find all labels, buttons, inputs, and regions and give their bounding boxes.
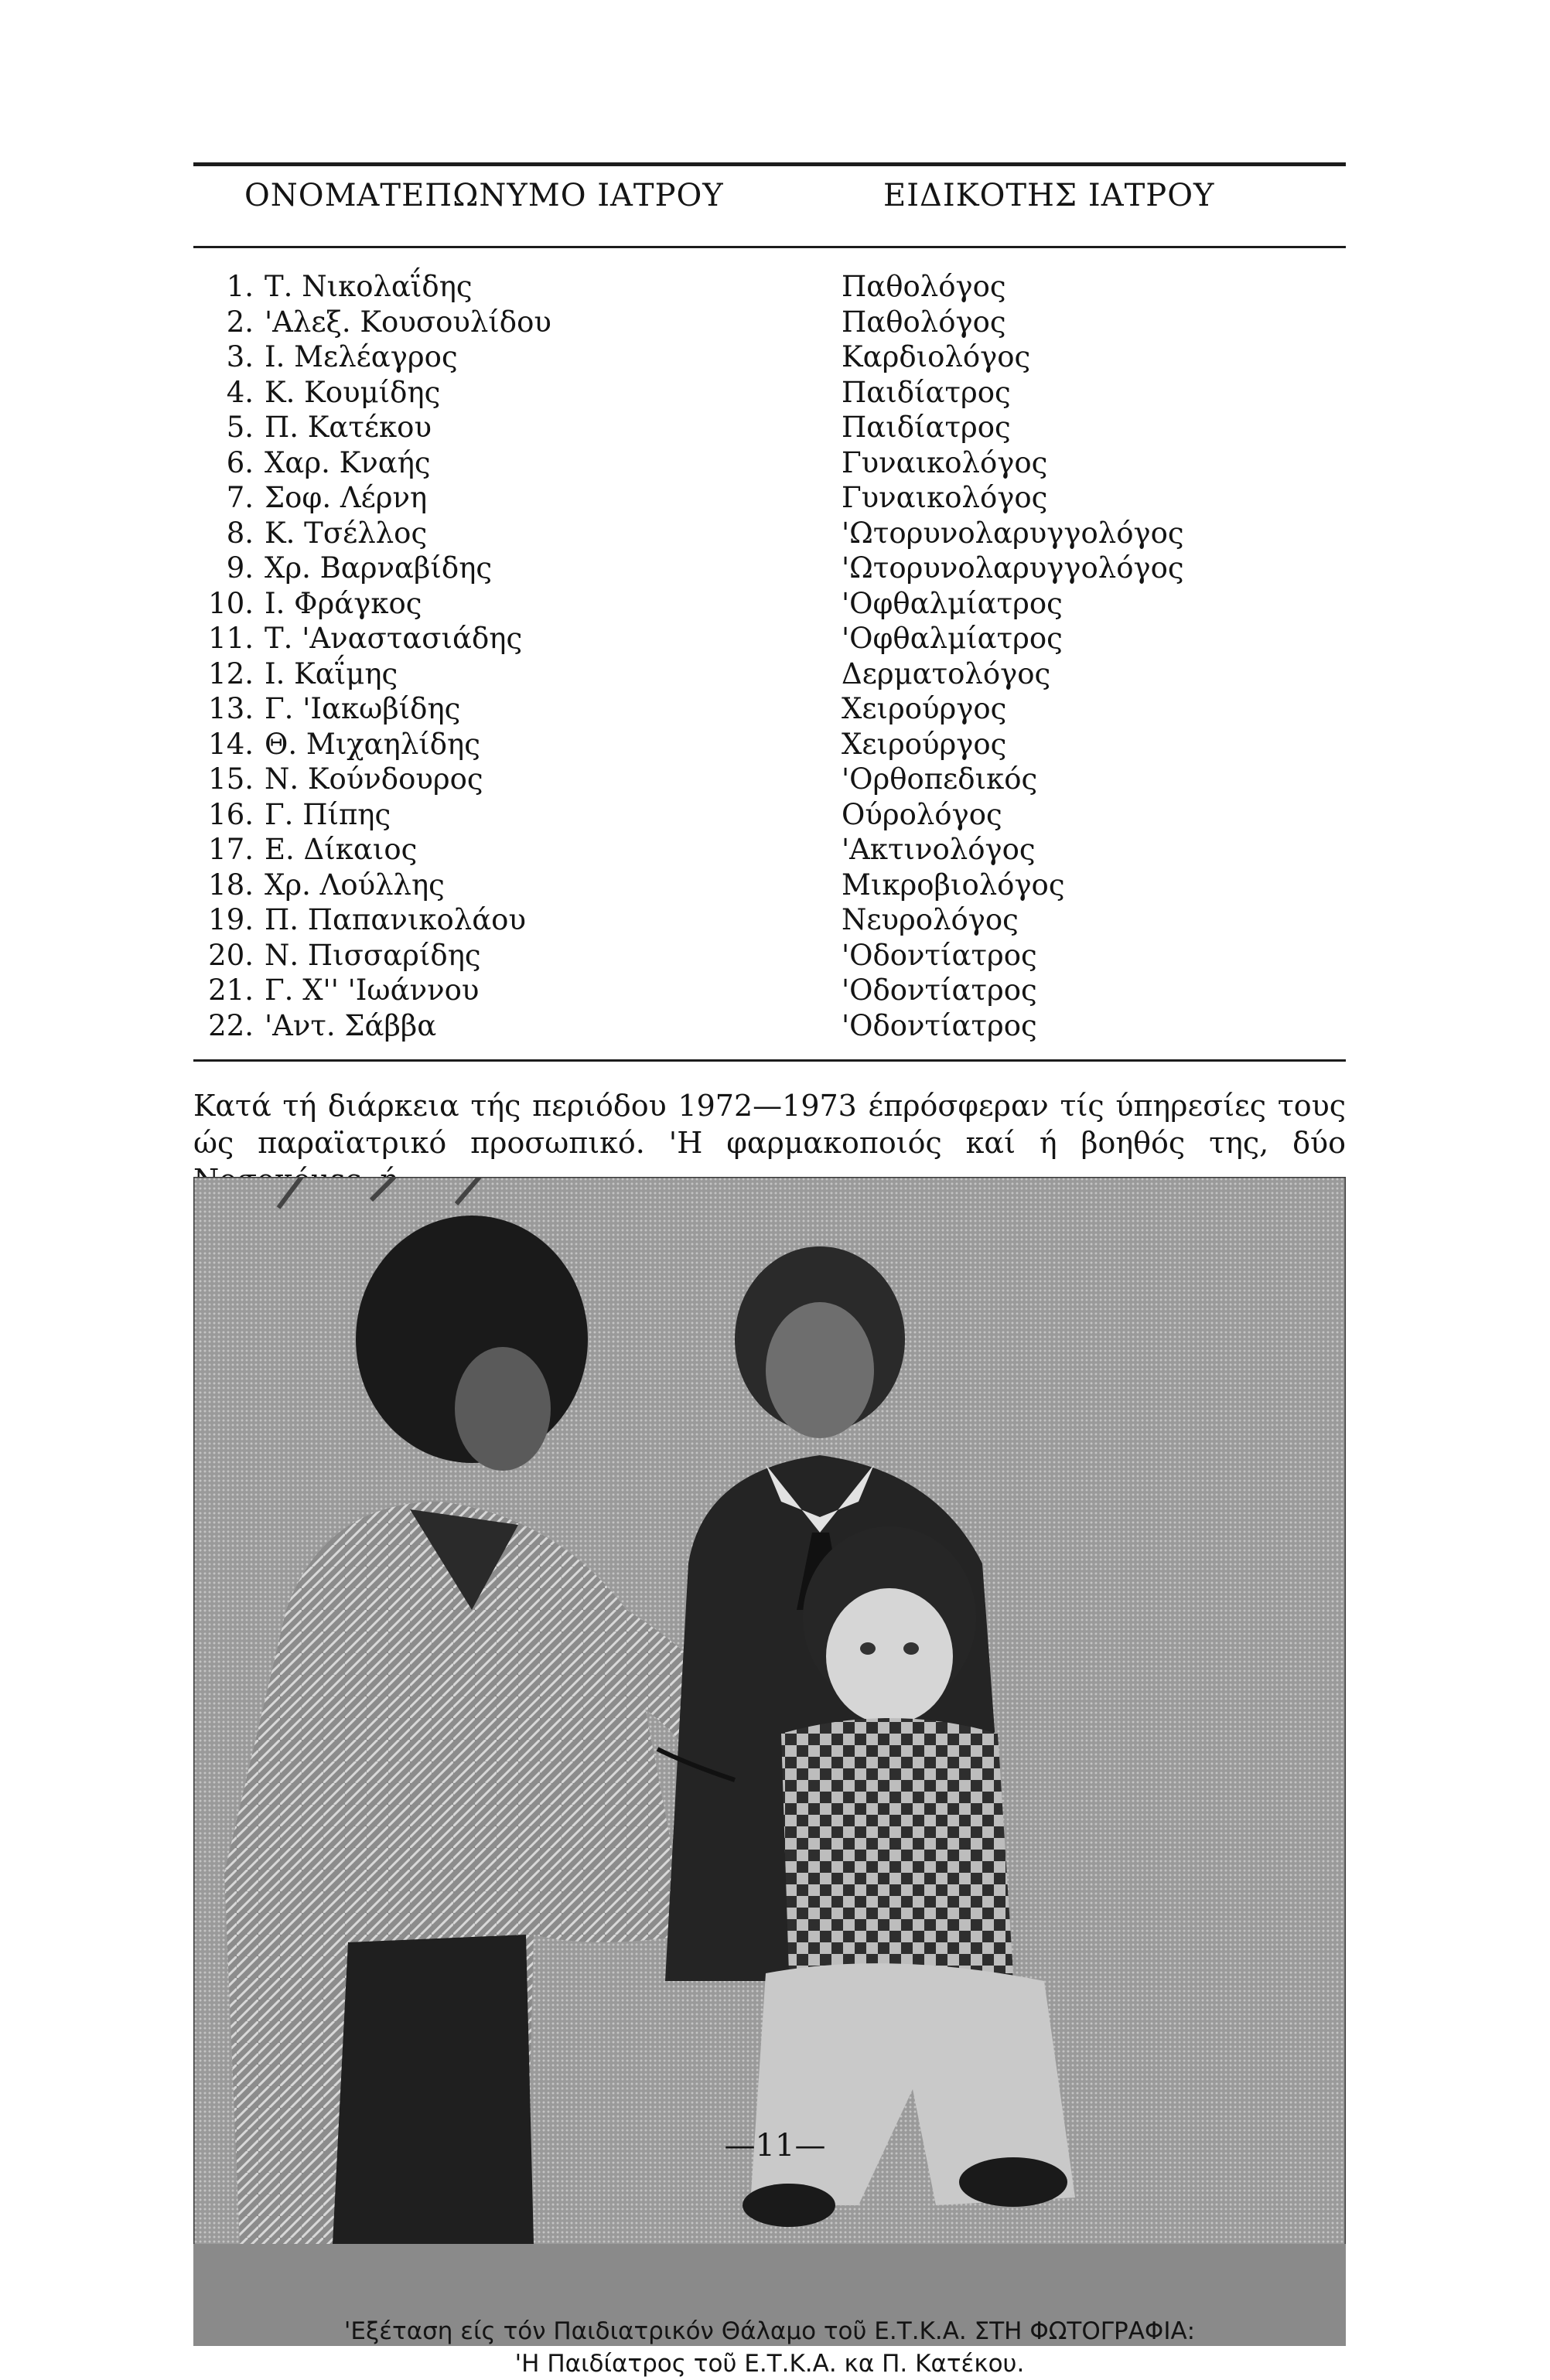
row-number: 20. <box>208 938 254 972</box>
row-number: 15. <box>208 762 254 796</box>
specialty-cell: 'Ορθοπεδικός <box>842 762 1038 796</box>
row-number: 1. <box>226 270 254 303</box>
table-row <box>198 762 770 797</box>
specialty-cell: Νευρολόγος <box>842 903 1019 936</box>
row-number: 17. <box>208 833 254 866</box>
table-row <box>198 656 770 692</box>
table-row <box>198 902 770 938</box>
caption-line-2: 'Η Παιδίατρος τοῦ Ε.Τ.Κ.Α. κα Π. Κατέκου. <box>514 2350 1025 2378</box>
doctor-name: Κ. Κουμίδης <box>265 375 441 409</box>
row-number: 5. <box>226 411 254 444</box>
table-row <box>198 480 770 516</box>
table-row <box>198 410 770 445</box>
table-row <box>198 621 770 656</box>
table-row <box>198 339 770 375</box>
table-row <box>198 375 770 411</box>
table-row <box>198 868 770 903</box>
specialty-cell: Γυναικολόγος <box>842 481 1048 514</box>
table-row <box>198 938 770 973</box>
doctor-name: Ν. Κούνδουρος <box>265 762 483 796</box>
doctor-name: Σοφ. Λέρνη <box>265 481 428 514</box>
specialty-cell: Ούρολόγος <box>842 797 1002 831</box>
doctor-name: 'Αντ. Σάββα <box>265 1008 437 1042</box>
doctor-name: Ν. Πισσαρίδης <box>265 938 481 972</box>
row-number: 16. <box>208 797 254 831</box>
halftone-photo <box>193 1177 1346 2346</box>
specialty-cell: 'Οδοντίατρος <box>842 938 1037 972</box>
specialty-cell: 'Οδοντίατρος <box>842 973 1037 1007</box>
table-row <box>198 832 770 868</box>
row-number: 2. <box>226 305 254 339</box>
row-number: 8. <box>226 516 254 550</box>
doctor-name-list <box>198 269 770 1043</box>
doctor-name: Χαρ. Κναής <box>265 445 431 479</box>
body-paragraph: Κατά τή διάρκεια τής περιόδου 1972—1973 έπρόσφεραν τίς ύπηρεσίες τους ώς παραϊατρικό προσωπικό. 'Η φαρμακοποιός καί ή βοηθός της, δύο <box>193 1089 1346 1160</box>
row-number: 4. <box>226 375 254 409</box>
table-row <box>198 586 770 622</box>
specialty-list <box>842 269 1337 1043</box>
table-row <box>198 269 770 305</box>
table-bottom-rule <box>193 1059 1346 1062</box>
row-number: 22. <box>208 1008 254 1042</box>
row-number: 9. <box>226 551 254 585</box>
doctor-name: Τ. Νικολαΐδης <box>265 270 473 303</box>
row-number: 14. <box>208 727 254 761</box>
table-row <box>198 445 770 481</box>
row-number: 21. <box>208 973 254 1007</box>
doctor-name: Ι. Φράγκος <box>265 586 422 620</box>
doctor-name: Χρ. Βαρναβίδης <box>265 551 493 585</box>
top-rule <box>193 162 1346 166</box>
specialty-cell: 'Οφθαλμίατρος <box>842 586 1063 620</box>
doctor-name: Ε. Δίκαιος <box>265 833 418 866</box>
doctor-name: 'Αλεξ. Κουσουλίδου <box>265 305 551 339</box>
specialty-cell: 'Οδοντίατρος <box>842 1008 1037 1042</box>
table-row <box>198 551 770 586</box>
row-number: 18. <box>208 868 254 902</box>
specialty-cell: 'Ωτορυνολαρυγγολόγος <box>842 516 1184 550</box>
doctor-name: Γ. Χ'' 'Ιωάννου <box>265 973 480 1007</box>
doctor-name: Ι. Καΐμης <box>265 656 398 690</box>
specialty-cell: Παθολόγος <box>842 270 1006 303</box>
specialty-cell: Καρδιολόγος <box>842 340 1031 373</box>
caption-line-1: 'Εξέταση είς τόν Παιδιατρικόν Θάλαμο τοῦ Ε.Τ.Κ.Α. ΣΤΗ ΦΩΤΟΓΡΑΦΙΑ: <box>343 2317 1196 2345</box>
doctor-name: Γ. 'Ιακωβίδης <box>265 692 461 725</box>
doctor-name: Κ. Τσέλλος <box>265 516 428 550</box>
page-number: —11— <box>724 2128 826 2163</box>
row-number: 19. <box>208 903 254 936</box>
table-row <box>198 973 770 1008</box>
row-number: 3. <box>226 340 254 373</box>
specialty-cell: 'Ακτινολόγος <box>842 833 1036 866</box>
specialty-cell: Χειρούργος <box>842 727 1007 761</box>
header-rule <box>193 246 1346 248</box>
doctor-name: Π. Παπανικολάου <box>265 903 526 936</box>
column-header-name: ΟΝΟΜΑΤΕΠΩΝΥΜΟ ΙΑΤΡΟΥ <box>244 178 724 213</box>
doctor-name: Ι. Μελέαγρος <box>265 340 458 373</box>
photo-caption <box>193 2315 1346 2380</box>
specialty-cell: Παιδίατρος <box>842 375 1011 409</box>
doctor-name: Θ. Μιχαηλίδης <box>265 727 480 761</box>
table-row <box>198 305 770 340</box>
row-number: 11. <box>208 622 254 655</box>
specialty-cell: Δερματολόγος <box>842 656 1051 690</box>
column-header-specialty: ΕΙΔΙΚΟΤΗΣ ΙΑΤΡΟΥ <box>883 178 1215 213</box>
table-row <box>198 691 770 727</box>
specialty-cell: 'Οφθαλμίατρος <box>842 622 1063 655</box>
row-number: 7. <box>226 481 254 514</box>
specialty-cell: Παθολόγος <box>842 305 1006 339</box>
row-number: 13. <box>208 692 254 725</box>
table-row <box>198 727 770 762</box>
doctor-name: Π. Κατέκου <box>265 411 432 444</box>
row-number: 6. <box>226 445 254 479</box>
table-row <box>198 797 770 833</box>
doctor-name: Γ. Πίπης <box>265 797 391 831</box>
table-row <box>198 516 770 551</box>
specialty-cell: Χειρούργος <box>842 692 1007 725</box>
specialty-cell: 'Ωτορυνολαρυγγολόγος <box>842 551 1184 585</box>
specialty-cell: Γυναικολόγος <box>842 445 1048 479</box>
photograph <box>193 1177 1346 2346</box>
doctor-name: Τ. 'Αναστασιάδης <box>265 622 523 655</box>
specialty-cell: Παιδίατρος <box>842 411 1011 444</box>
specialty-cell: Μικροβιολόγος <box>842 868 1065 902</box>
row-number: 10. <box>208 586 254 620</box>
doctor-name: Χρ. Λούλλης <box>265 868 445 902</box>
row-number: 12. <box>208 656 254 690</box>
table-row <box>198 1008 770 1044</box>
